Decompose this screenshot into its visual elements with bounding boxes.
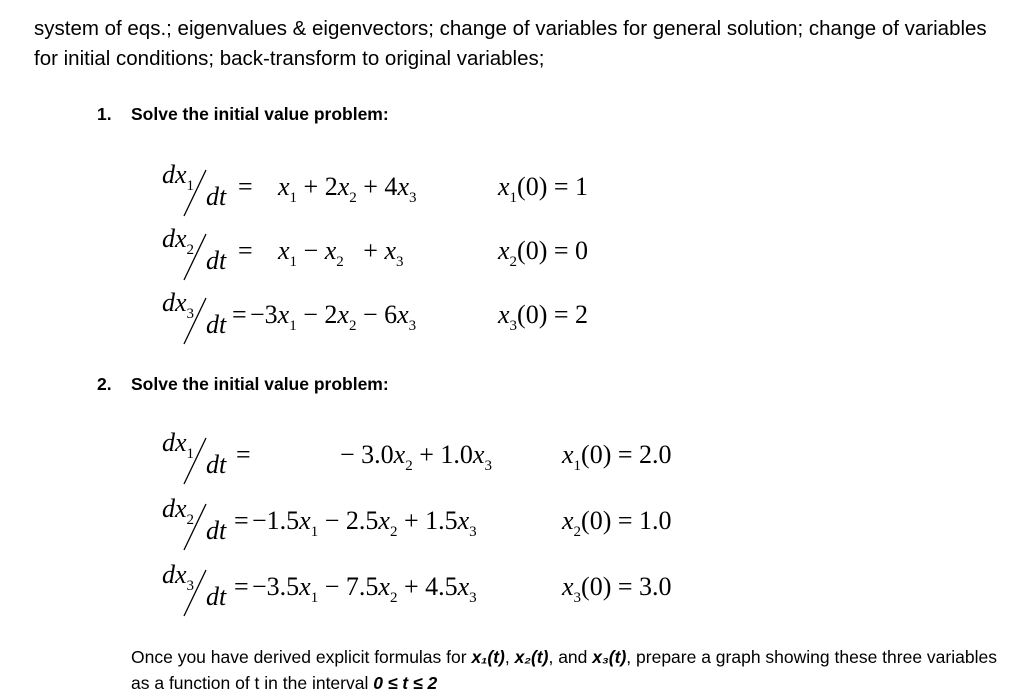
- problem-2-heading: [97, 374, 389, 395]
- problem-1-equation-1: $dx_1$ dt = $x_1 + 2x_2 + 4x_3$ $x_1(0) = 1$: [0, 160, 1024, 220]
- initial-condition: $x_3(0) = 3.0$: [562, 572, 672, 606]
- problem-1-equation-3: $dx_3$ dt = $-3x_1 - 2x_2 - 6x_3$ $x_3(0) = 2$: [0, 288, 1024, 348]
- problem-1-title: Solve the initial value problem:: [131, 104, 389, 124]
- derivative-fraction: $dx_2$ dt: [162, 494, 252, 556]
- rhs: $x_1 - x_2 + x_3$: [278, 236, 404, 270]
- rhs: $x_1 + 2x_2 + 4x_3$: [278, 172, 417, 206]
- derivative-fraction: $dx_2$ dt: [162, 224, 252, 286]
- initial-condition: $x_1(0) = 2.0$: [562, 440, 672, 474]
- problem-1-heading: [97, 104, 389, 125]
- initial-condition: $x_3(0) = 2$: [498, 300, 589, 334]
- initial-condition: $x_2(0) = 0$: [498, 236, 589, 270]
- problem-1-number: 1.: [97, 104, 112, 124]
- initial-condition: $x_2(0) = 1.0$: [562, 506, 672, 540]
- derivative-fraction: $dx_1$ dt: [162, 160, 252, 222]
- problem-2-equation-1: $dx_1$ dt = − $3.0x_2 + 1.0x_3$ $x_1(0) = 2.0$: [0, 428, 1024, 488]
- rhs: $-3.5x_1 - 7.5x_2 + 4.5x_3$: [252, 572, 477, 606]
- derivative-fraction: $dx_3$ dt: [162, 288, 252, 350]
- problem-2-equation-2: $dx_2$ dt = $-1.5x_1 - 2.5x_2 + 1.5x_3$ $x_2(0) = 1.0$: [0, 494, 1024, 554]
- rhs: $-1.5x_1 - 2.5x_2 + 1.5x_3$: [252, 506, 477, 540]
- initial-condition: $x_1(0) = 1$: [498, 172, 589, 206]
- rhs: $-3x_1 - 2x_2 - 6x_3$: [250, 300, 417, 334]
- derivative-fraction: $dx_1$ dt: [162, 428, 252, 490]
- derivative-fraction: $dx_3$ dt: [162, 560, 252, 622]
- problem-1-equation-2: $dx_2$ dt = $x_1 - x_2 + x_3$ $x_2(0) = 0$: [0, 224, 1024, 284]
- problem-2-title: Solve the initial value problem:: [131, 374, 389, 394]
- rhs: − $3.0x_2 + 1.0x_3$: [340, 440, 492, 474]
- intro-text: system of eqs.; eigenvalues & eigenvectors; change of variables for general solution; change of variables for initial conditions; back-transform to original variables;: [34, 17, 987, 70]
- problem-2-number: 2.: [97, 374, 112, 394]
- problem-2-equation-3: $dx_3$ dt = $-3.5x_1 - 7.5x_2 + 4.5x_3$ $x_3(0) = 3.0$: [0, 560, 1024, 620]
- footer-instructions: Once you have derived explicit formulas for x₁(t), x₂(t), and x₃(t), prepare a graph showing these three variables as a function of t in the interval 0 ≤ t ≤ 2: [131, 647, 997, 693]
